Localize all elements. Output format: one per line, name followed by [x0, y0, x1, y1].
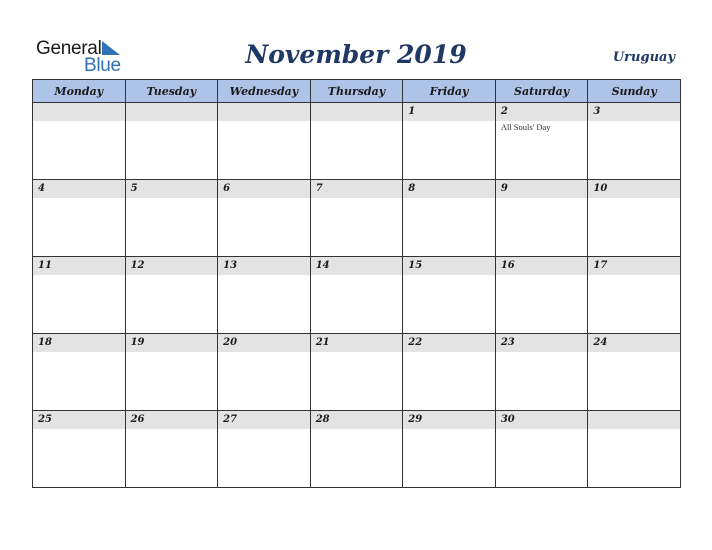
day-number: 16 [500, 260, 515, 271]
day-cell [310, 411, 403, 488]
day-cell [125, 103, 218, 180]
day-cell [495, 334, 588, 411]
weekday-header: Wednesday [218, 80, 311, 103]
day-number: 15 [408, 260, 423, 271]
day-number: 30 [500, 414, 515, 425]
day-number: 18 [38, 337, 52, 348]
day-number: 9 [500, 183, 508, 194]
day-number: 29 [408, 414, 423, 425]
day-cell [403, 334, 496, 411]
day-cell [33, 257, 126, 334]
day-cell [218, 180, 311, 257]
day-cell [588, 180, 681, 257]
day-cell [33, 334, 126, 411]
day-number: 8 [408, 183, 416, 194]
week-row [33, 334, 681, 411]
day-number: 21 [315, 337, 330, 348]
day-cell [310, 334, 403, 411]
weekday-header-row [33, 80, 681, 103]
day-cell [588, 103, 681, 180]
day-cell [218, 103, 311, 180]
day-number: 13 [223, 260, 238, 271]
day-cell [310, 180, 403, 257]
day-cell [403, 411, 496, 488]
day-number: 6 [223, 183, 231, 194]
day-cell [218, 257, 311, 334]
logo-general-text: General [36, 38, 102, 59]
week-row [33, 180, 681, 257]
day-cell [495, 411, 588, 488]
day-number: 25 [38, 414, 52, 425]
week-row [33, 103, 681, 180]
day-cell [588, 411, 681, 488]
day-number: 26 [130, 414, 145, 425]
weekday-header: Monday [33, 80, 126, 103]
day-number: 10 [593, 183, 608, 194]
weekday-header: Saturday [495, 80, 588, 103]
day-number: 3 [593, 106, 601, 117]
day-number: 4 [38, 183, 45, 194]
day-number: 14 [315, 260, 330, 271]
holiday-label: All Souls' Day [500, 122, 551, 132]
day-cell [310, 257, 403, 334]
day-cell [218, 334, 311, 411]
day-cell [403, 103, 496, 180]
day-number: 28 [315, 414, 330, 425]
weekday-header: Friday [403, 80, 496, 103]
logo-blue-text: Blue [84, 55, 121, 76]
day-cell [495, 103, 588, 180]
day-cell [403, 180, 496, 257]
day-cell [310, 103, 403, 180]
day-number: 22 [408, 337, 423, 348]
country-label: Uruguay [612, 50, 675, 65]
day-cell [403, 257, 496, 334]
day-number: 27 [223, 414, 238, 425]
day-number: 5 [130, 183, 138, 194]
day-number: 17 [593, 260, 608, 271]
day-number: 24 [593, 337, 608, 348]
weekday-header: Thursday [310, 80, 403, 103]
weekday-header: Sunday [588, 80, 681, 103]
day-number: 23 [500, 337, 515, 348]
day-cell [33, 103, 126, 180]
day-cell [125, 180, 218, 257]
calendar-title: November 2019 [245, 40, 467, 69]
day-cell [495, 180, 588, 257]
week-row [33, 411, 681, 488]
day-number: 11 [38, 260, 52, 271]
day-number: 12 [130, 260, 145, 271]
day-number: 19 [130, 337, 145, 348]
day-cell [495, 257, 588, 334]
day-cell [125, 334, 218, 411]
day-number: 2 [500, 106, 508, 117]
day-cell [33, 180, 126, 257]
weekday-header: Tuesday [125, 80, 218, 103]
day-number: 1 [408, 106, 416, 117]
day-number: 7 [315, 183, 323, 194]
day-number: 20 [223, 337, 238, 348]
day-cell [588, 334, 681, 411]
day-cell [125, 257, 218, 334]
day-cell [588, 257, 681, 334]
day-cell [218, 411, 311, 488]
calendar-grid [32, 79, 681, 488]
week-row [33, 257, 681, 334]
day-cell [125, 411, 218, 488]
day-cell [33, 411, 126, 488]
